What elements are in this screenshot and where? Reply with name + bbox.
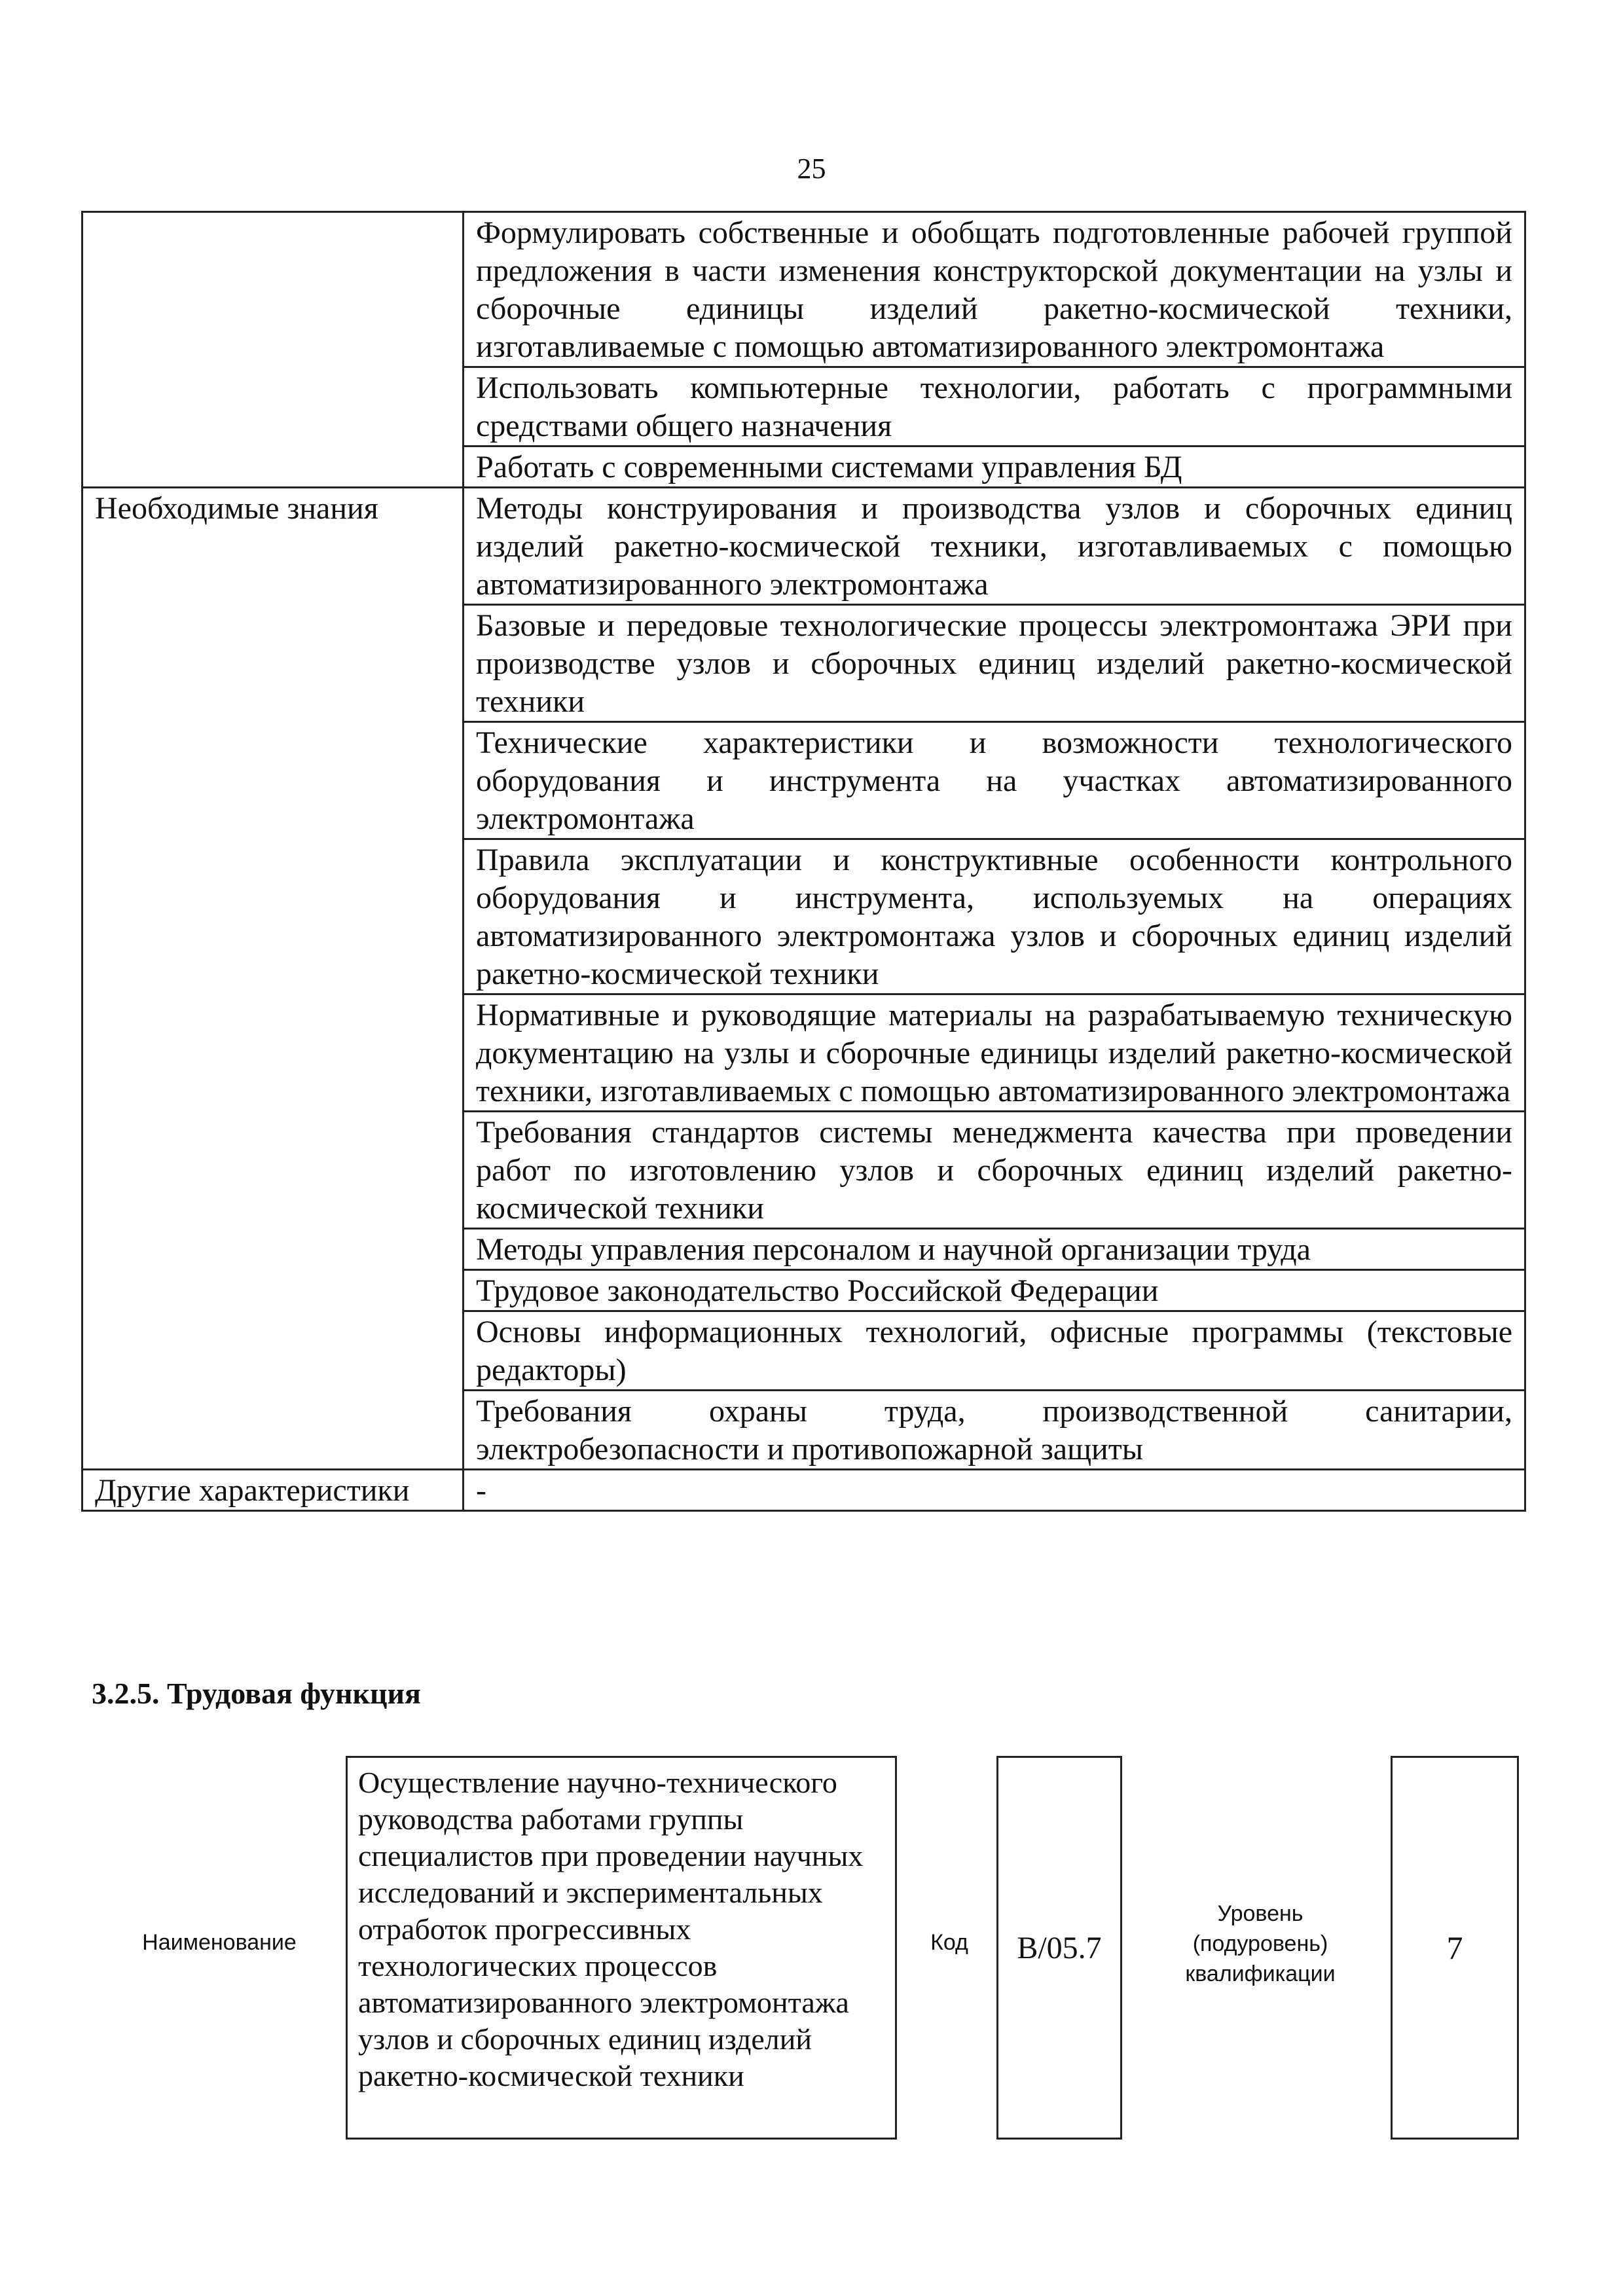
qualification-level-value: 7 (1446, 1929, 1463, 1966)
knowledge-item: Основы информационных технологий, офисные программы (текстовые редакторы) (464, 1311, 1525, 1391)
knowledge-item: Трудовое законодательство Российской Федерации (464, 1270, 1525, 1311)
knowledge-label: Необходимые знания (82, 488, 464, 1470)
knowledge-item: Правила эксплуатации и конструктивные особенности контрольного оборудования и инструмента, используемых на операциях автоматизированного электромонтажа узлов и сборочных единиц изделий ракетно-космической техники (464, 839, 1525, 994)
qualification-level-label: Уровень (подуровень) квалификации (1185, 1901, 1336, 1986)
table-row (82, 1470, 1525, 1511)
section-heading: 3.2.5. Трудовая функция (92, 1677, 421, 1710)
knowledge-item: Требования охраны труда, производственной санитарии, электробезопасности и противопожарной защиты (464, 1391, 1525, 1470)
function-code-box (996, 1756, 1122, 2140)
function-name-label: Наименование (142, 1930, 297, 1955)
requirements-table (81, 211, 1526, 1512)
function-name-value: Осуществление научно-технического руководства работами группы специалистов при проведении научных исследований и экспериментальных отработок прогрессивных технологических процессов автоматизированного электромонтажа узлов и сборочных единиц изделий ракетно-космической техники (358, 1766, 864, 2092)
table-row (82, 212, 1525, 367)
knowledge-item: Методы управления персоналом и научной организации труда (464, 1229, 1525, 1270)
table-row (82, 488, 1525, 605)
function-code-label: Код (930, 1930, 968, 1955)
knowledge-item: Технические характеристики и возможности технологического оборудования и инструмента на участках автоматизированного электромонтажа (464, 722, 1525, 839)
knowledge-item: Требования стандартов системы менеджмента качества при проведении работ по изготовлению узлов и сборочных единиц изделий ракетно-космической техники (464, 1112, 1525, 1229)
skill-item: Использовать компьютерные технологии, работать с программными средствами общего назначения (464, 367, 1525, 446)
qualification-level-box (1391, 1756, 1519, 2140)
function-name-box (346, 1756, 897, 2140)
knowledge-item: Нормативные и руководящие материалы на разрабатываемую техническую документацию на узлы и сборочные единицы изделий ракетно-космической техники, изготавливаемых с помощью автоматизированного электромонтажа (464, 994, 1525, 1112)
other-characteristics-label: Другие характеристики (82, 1470, 464, 1511)
skill-item: Формулировать собственные и обобщать подготовленные рабочей группой предложения в части изменения конструкторской документации на узлы и сборочные единицы изделий ракетно-космической техники, изготавливаемые с помощью автоматизированного электромонтажа (464, 212, 1525, 367)
knowledge-item: Базовые и передовые технологические процессы электромонтажа ЭРИ при производстве узлов и сборочных единиц изделий ракетно-космической техники (464, 605, 1525, 722)
skills-label-cell (82, 212, 464, 488)
knowledge-item: Методы конструирования и производства узлов и сборочных единиц изделий ракетно-космической техники, изготавливаемых с помощью автоматизированного электромонтажа (464, 488, 1525, 605)
page-number: 25 (797, 153, 826, 185)
function-code-value: B/05.7 (1017, 1930, 1102, 1965)
other-characteristics-value: - (464, 1470, 1525, 1511)
skill-item: Работать с современными системами управления БД (464, 446, 1525, 488)
